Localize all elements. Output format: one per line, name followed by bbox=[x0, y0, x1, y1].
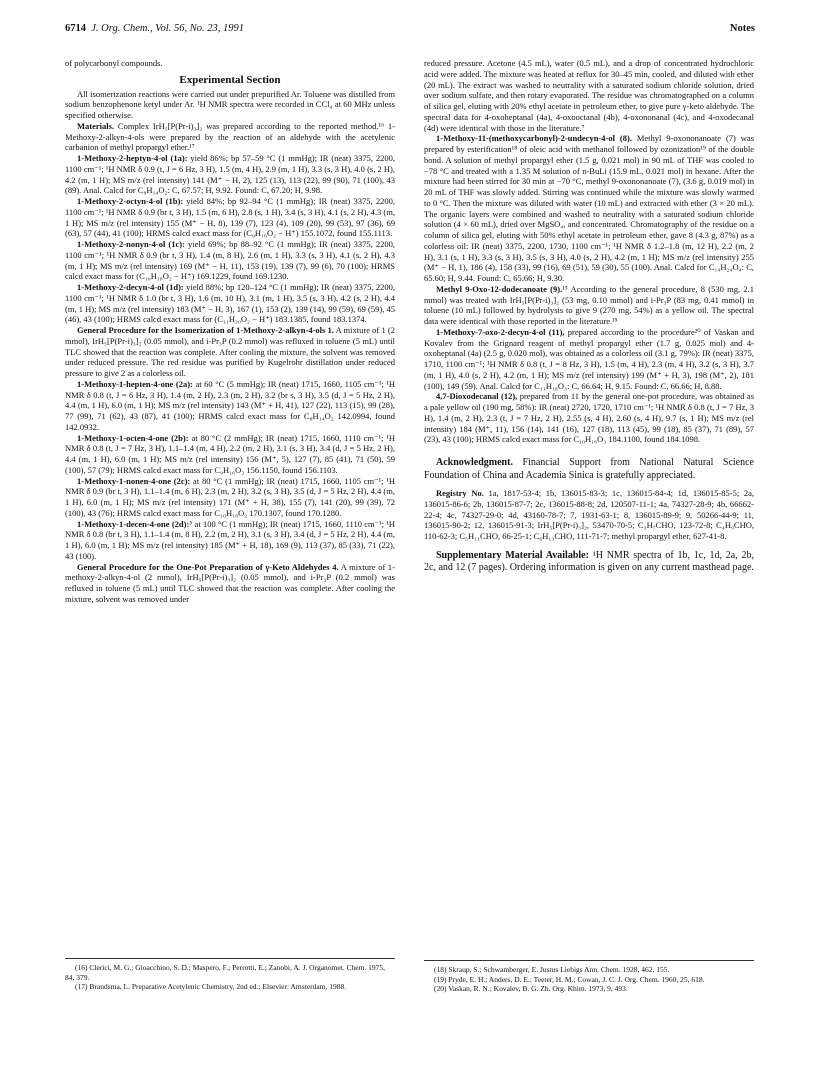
compound-8-paragraph bbox=[424, 133, 754, 284]
compound-1b-text: yield 84%; bp 92–94 °C (1 mmHg); IR (neat) 3375, 2200, 1100 cm⁻¹; ¹H NMR δ 0.9 (br t, 3 H), 1.5 (m, 6 H), 2.8 (s, 1 H), 3.4 (s, 3 H), 4.1 (s, 2 H), 4.3 (m, 1 H); MS m/z (rel intensity) 155 (M⁺ − H, 8), 139 (7), 123 (4), 109 (20), 99 (53), 97 (36), 69 (63), 57 (44), 41 (100); HRMS calcd exact mass for (C₉H₁₆O₂ − H⁺) 155.1072, found 155.1113. bbox=[65, 196, 395, 239]
compound-12-heading: 4,7-Dioxodecanal (12), bbox=[436, 391, 518, 402]
footnote-17: (17) Brandsma, L. Preparative Acetylenic Chemistry, 2nd ed.; Elsevier: Amsterdam, 1988. bbox=[75, 982, 347, 991]
compound-2c-text: at 80 °C (1 mmHg); IR (neat) 1715, 1660, 1105 cm⁻¹; ¹H NMR δ 0.9 (br t, 3 H), 1.1–1.4 (m, 6 H), 2.3 (m, 2 H), 3.2 (s, 3 H), 3.5 (d, J = 5 Hz, 2 H), 4.4 (m, 1 H), 6.0 (m, 1 H); MS m/z (rel intensity) 171 (M⁺ + H, 38), 155 (7), 141 (20), 99 (39), 72 (100), 43 (76); HRMS calcd exact mass for C₁₀H₁₈O₂ 170.1307, found 170.1280. bbox=[65, 475, 395, 518]
running-head bbox=[65, 23, 244, 34]
compound-1c-text: yield 69%; bp 88–92 °C (1 mmHg); IR (neat) 3375, 2200, 1100 cm⁻¹; ¹H NMR δ 0.9 (br t, 3 H), 1.4 (m, 8 H), 2.6 (m, 1 H), 3.3 (s, 3 H), 4.1 (s, 2 H), 4.3 (m, 1 H); MS m/z (rel intensity) 169 (M⁺ − H, 11), 153 (19), 139 (7), 99 (6), 70 (100); HRMS calcd exact mass for (C₁₀H₁₈O₂ − H⁺) 169.1229, found 169.1230. bbox=[65, 239, 395, 282]
compound-8-heading: 1-Methoxy-11-(methoxycarbonyl)-2-undecyn-4-ol (8). bbox=[436, 133, 632, 144]
materials-text: Complex IrH₅[P(Pr-i)₃]₂ was prepared according to the reported method.¹⁶ 1-Methoxy-2-alkyn-4-ols were prepared by the reaction of an aldehyde with the acetylenic carbanion of methyl propargyl ether.¹⁷ bbox=[65, 120, 395, 153]
one-pot-procedure-text: A mixture of 1-methoxy-2-alkyn-4-ol (2 mmol), IrH₅[P(Pr-i)₃]₂ (0.05 mmol), and i-Pr₃P (0.2 mmol) was refluxed in toluene (5 mL) until TLC showed that the reaction was complete. After cooling the mixture, solvent was removed under bbox=[65, 561, 396, 604]
compound-1a-text: yield 86%; bp 57–59 °C (1 mmHg); IR (neat) 3375, 2200, 1100 cm⁻¹; ¹H NMR δ 0.9 (t, J = 6 Hz, 3 H), 1.5 (m, 4 H), 2.9 (m, 1 H), 3.3 (s, 3 H), 4.0 (s, 2 H), 4.2 (m, 1 H); MS m/z (rel intensity) 141 (M⁺ − H, 2), 125 (13), 113 (22), 99 (90), 71 (100), 43 (89). Anal. Calcd for C₈H₁₄O₂: C, 67.57; H, 9.92. Found: C, 67.20; H, 9.98. bbox=[65, 153, 395, 196]
isomerization-procedure-heading: General Procedure for the Isomerization of 1-Methoxy-2-alkyn-4-ols 1. bbox=[77, 325, 334, 335]
continued-paragraph: reduced pressure. Acetone (4.5 mL), water (0.5 mL), and a drop of concentrated hydrochloric acid were added. The mixture was heated at reflux for 30–45 min, cooled, and diluted with ether (20 mL). The extract was washed to neutrality with a saturated sodium chloride solution, dried over sodium sulfate, and then rotary evaporated. The residue was chromatographed on a column of silica gel, eluting with 20% ethyl acetate in petroleum ether, to give pure γ-keto aldehyde. The spectral data for 4-oxoheptanal (4a), 4-oxooctanal (4b), 4-oxononanal (4c), and 4-oxodecanal (4d) were identical with those in the literature.⁷ bbox=[424, 58, 754, 133]
compound-1b-paragraph bbox=[65, 196, 395, 239]
compound-1c-paragraph bbox=[65, 239, 395, 282]
compound-2a-heading: 1-Methoxy-1-hepten-4-one (2a): bbox=[77, 378, 193, 389]
compound-12-paragraph bbox=[424, 391, 754, 445]
right-column bbox=[424, 58, 754, 575]
compound-2c-heading: 1-Methoxy-1-nonen-4-one (2c): bbox=[77, 475, 191, 486]
compound-2c-paragraph bbox=[65, 476, 395, 519]
compound-2a-text: at 60 °C (5 mmHg); IR (neat) 1715, 1660, 1105 cm⁻¹; ¹H NMR δ 0.8 (t, J = 6 Hz, 3 H), 1.4 (m, 2 H), 2.3 (m, 2 H), 3.2 (br s, 3 H), 3.5 (d, J = 5 Hz, 2 H), 4.4 (m, 1 H), 6.0 (m, 1 H); MS m/z (rel intensity) 143 (M⁺ + H, 41), 127 (22), 113 (15), 99 (28), 77 (99), 71 (62), 43 (87), 41 (100); HRMS calcd exact mass for C₈H₁₄O₂ 142.0994, found 142.0932. bbox=[65, 378, 395, 432]
compound-2d-paragraph bbox=[65, 519, 395, 562]
footnote-20: (20) Vaskan, R. N.; Kovalev, B. G. Zh. Org. Khim. 1973, 9, 493. bbox=[434, 984, 628, 993]
compound-9-heading: Methyl 9-Oxo-12-dodecanoate (9). bbox=[436, 283, 563, 294]
materials-heading: Materials. bbox=[77, 120, 115, 131]
registry-heading: Registry No. bbox=[436, 488, 484, 498]
compound-9-paragraph bbox=[424, 284, 754, 327]
compound-1d-paragraph bbox=[65, 282, 395, 325]
supplementary-paragraph bbox=[424, 550, 754, 575]
compound-1a-heading: 1-Methoxy-2-heptyn-4-ol (1a): bbox=[77, 153, 188, 163]
acknowledgment-paragraph bbox=[424, 457, 754, 482]
supplementary-heading: Supplementary Material Available: bbox=[436, 549, 589, 561]
journal-citation: J. Org. Chem., Vol. 56, No. 23, 1991 bbox=[91, 23, 244, 34]
compound-11-paragraph bbox=[424, 327, 754, 392]
footnote-18: (18) Skraup, S.; Schwamberger, E. Justus Liebigs Ann. Chem. 1928, 462, 155. bbox=[434, 965, 670, 974]
compound-1c-heading: 1-Methoxy-2-nonyn-4-ol (1c): bbox=[77, 239, 185, 249]
compound-9-text: ¹⁵ According to the general procedure, 8 (530 mg, 2.1 mmol) was treated with IrH₅[P(Pr-i)₃]₂ (53 mg, 0.10 mmol) and i-Pr₃P (83 mg, 0.41 mmol) in toluene (10 mL) followed by hydrolysis to give 9 (270 mg, 54%) as a yellow oil. The spectral data were identical with those reported in the literature.¹⁵ bbox=[424, 283, 754, 326]
footnote-rule bbox=[424, 960, 754, 961]
compound-2b-heading: 1-Methoxy-1-octen-4-one (2b): bbox=[77, 432, 189, 443]
compound-1a-paragraph bbox=[65, 153, 395, 196]
general-paragraph: All isomerization reactions were carried out under prepurified Ar. Toluene was distilled from sodium benzophenone ketyl under Ar. ¹H NMR spectra were recorded in CCl₄ at 60 MHz unless specified otherwise. bbox=[65, 88, 395, 120]
page-header bbox=[65, 23, 755, 39]
section-label: Notes bbox=[729, 23, 755, 34]
section-title: Experimental Section bbox=[179, 73, 281, 86]
registry-text: 1a, 1817-53-4; 1b, 136015-83-3; 1c, 136015-84-4; 1d, 136015-85-5; 2a, 136015-86-6; 2b, 136015-87-7; 2c, 136015-88-8; 2d, 120507-11-1; 4a, 74327-28-9; 4b, 66662-22-4; 4c, 74327-29-0; 4d, 43160-78-7; 7, 1931-63-1; 8, 136015-89-9; 9, 50266-44-9; 11, 136015-90-2; 12, 136015-91-3; IrH₅[P(Pr-i)₃]₂, 53470-70-5; C₃H₇CHO, 123-72-8; C₄H₉CHO, 110-62-3; C₅H₁₁CHO, 66-25-1; C₆H₁₃CHO, 111-71-7; methyl propargyl ether, 627-41-8. bbox=[424, 488, 754, 541]
footnotes-right bbox=[424, 960, 754, 994]
footnote-16: (16) Clerici, M. G.; Gioacchino, S. D.; Maspero, F.; Perrotti, E.; Zanobi, A. J. Organomet. Chem. 1975, 84, 379. bbox=[65, 963, 386, 982]
materials-paragraph bbox=[65, 121, 395, 153]
one-pot-procedure-paragraph bbox=[65, 562, 395, 605]
compound-1d-text: yield 88%; bp 120–124 °C (1 mmHg); IR (neat) 3375, 2200, 1100 cm⁻¹; ¹H NMR δ 1.0 (br t, 3 H), 1.6 (m, 10 H), 3.1 (m, 1 H), 3.5 (s, 3 H), 4.2 (s, 2 H), 4.4 (m, 1 H); MS m/z (rel intensity) 183 (M⁺ − H, 3), 167 (1), 153 (2), 139 (14), 99 (59), 69 (59), 45 (46), 43 (100); HRMS calcd exact mass for (C₁₁H₂₀O₂ − H⁺) 183.1385, found 183.1374. bbox=[65, 282, 395, 325]
compound-2d-heading: 1-Methoxy-1-decen-4-one (2d): bbox=[77, 518, 190, 529]
compound-1b-heading: 1-Methoxy-2-octyn-4-ol (1b): bbox=[77, 196, 184, 206]
intro-text: of polycarbonyl compounds. bbox=[65, 58, 163, 68]
compound-12-text: prepared from 11 by the general one-pot procedure, was obtained as a pale yellow oil (190 mg, 58%): IR (neat) 2720, 1720, 1710 cm⁻¹; ¹H NMR δ 0.8 (t, J = 7 Hz, 3 H), 1.4 (m, 2 H), 2.3 (t, J = 7 Hz, 2 H), 2.55 (s, 4 H), 2.60 (s, 4 H), 9.7 (s, 1 H); MS m/z (rel intensity) 184 (M⁺, 11), 156 (14), 141 (16), 127 (18), 113 (45), 99 (18), 85 (37), 71 (89), 57 (23), 43 (100); HRMS calcd exact mass for C₁₀H₁₆O₃ 184.1100, found 184.1098. bbox=[424, 391, 755, 445]
acknowledgment-text: Financial Support from National Natural Science Foundation of China and Academia Sinica is gratefully appreciated. bbox=[424, 457, 754, 481]
isomerization-procedure-paragraph bbox=[65, 325, 395, 379]
compound-2a-paragraph bbox=[65, 379, 395, 433]
footnotes-left bbox=[65, 958, 395, 992]
supplementary-text: ¹H NMR spectra of 1b, 1c, 1d, 2a, 2b, 2c, and 12 (7 pages). Ordering information is given on any current masthead page. bbox=[424, 549, 754, 574]
page-number: 6714 bbox=[65, 23, 86, 34]
registry-paragraph bbox=[424, 488, 754, 542]
one-pot-procedure-heading: General Procedure for the One-Pot Preparation of γ-Keto Aldehydes 4. bbox=[77, 561, 339, 572]
acknowledgment-heading: Acknowledgment. bbox=[436, 457, 513, 468]
compound-8-text: Methyl 9-oxononanoate (7) was prepared by esterification¹⁸ of oleic acid with methanol followed by ozonization¹⁹ of the double bond. A solution of methyl propargyl ether (1.5 g, 0.021 mol) in 90 mL of THF was cooled to −78 °C and treated with a 1.35 M solution of n-BuLi (15.9 mL, 0.021 mol) in hexane. After the mixture had been stirred for 30 min at −70 °C, methyl 9-oxononanoate (7), (3.6 g, 0.019 mol) in 20 mL of THF was slowly added. Stirring was continued while the mixture was slowly warmed to 0 °C. Then the mixture was diluted with water (10 mL) and extracted with ether (3 × 20 mL). The organic layers were combined and washed to neutrality with a saturated sodium chloride solution (4 × 60 mL), dried over MgSO₄, and concentrated. Chromatography of the residue on a column of silica gel, eluting with 50% ethyl acetate in petroleum ether, gave 8 (4.3 g, 87%) as a colorless oil: IR (neat) 3375, 2200, 1730, 1100 cm⁻¹; ¹H NMR δ 1.2–1.8 (m, 12 H), 2.2 (m, 2 H), 3.1 (s, 1 H), 3.3 (s, 3 H), 3.5 (s, 3 H), 4.0 (s, 2 H), 4.2 (m, 1 H); MS m/z (rel intensity) 255 (M⁺ − H, 1), 186 (4), 158 (33), 99 (16), 69 (51), 59 (30), 55 (100). Anal. Calcd for C₁₄H₂₄O₄: C, 65.60; H, 9.44. Found: C, 65.66; H, 9.30. bbox=[424, 133, 755, 283]
compound-2d-text: ⁵ at 100 °C (1 mmHg); IR (neat) 1715, 1660, 1110 cm⁻¹; ¹H NMR δ 0.8 (br t, 3 H), 1.1–1.4 (m, 8 H), 2.2 (m, 2 H), 3.1 (s, 3 H), 3.4 (d, J = 5 Hz, 2 H), 4.4 (m, 1 H), 6.0 (m, 1 H); MS m/z (rel intensity) 185 (M⁺ + H, 18), 169 (9), 113 (37), 85 (33), 71 (22), 43 (100). bbox=[65, 518, 395, 561]
footnote-19: (19) Pryde, E. H.; Anders, D. E.; Teeter, H. M.; Cowan, J. C. J. Org. Chem. 1960, 25, 618. bbox=[434, 974, 705, 984]
isomerization-procedure-text: A mixture of 1 (2 mmol), IrH₅[P(Pr-i)₃]₂ (0.05 mmol), and i-Pr₃P (0.2 mmol) was refluxed in toluene (5 mL) until TLC showed that the reaction was complete. After cooling the mixture, the solvent was removed under reduced pressure. The red residue was purified by Kugelrohr distillation under reduced pressure to give 2 as a colorless oil. bbox=[65, 325, 395, 378]
compound-2b-paragraph bbox=[65, 433, 395, 476]
left-column bbox=[65, 58, 395, 605]
footnote-rule bbox=[65, 958, 395, 959]
compound-2b-text: at 80 °C (2 mmHg); IR (neat) 1715, 1660, 1110 cm⁻¹; ¹H NMR δ 0.8 (t, J = 7 Hz, 3 H), 1.1–1.4 (m, 4 H), 2.2 (m, 2 H), 3.1 (s, 3 H), 3.4 (d, J = 5 Hz, 2 H), 4.4 (m, 1 H), 6.0 (m, 1 H); MS m/z (rel intensity) 156 (M⁺, 5), 127 (7), 85 (41), 71 (50), 59 (100), 57 (79); HRMS calcd exact mass for C₉H₁₆O₂ 156.1150, found 156.1103. bbox=[65, 432, 395, 475]
compound-11-heading: 1-Methoxy-7-oxo-2-decyn-4-ol (11), bbox=[436, 326, 565, 337]
compound-1d-heading: 1-Methoxy-2-decyn-4-ol (1d): bbox=[77, 282, 184, 292]
compound-11-text: prepared according to the procedure²⁰ of Vaskan and Kovalev from the Grignard reagent of methyl propargyl ether (1.7 g, 0.025 mol) and 4-oxoheptanal (4a) (2.5 g, 0.020 mol), was obtained as a colorless oil (3.1 g, 79%): IR (neat) 3375, 1710, 1100 cm⁻¹; ¹H NMR δ 0.8 (t, J = 8 Hz, 3 H), 1.5 (m, 4 H), 2.3 (m, 4 H), 3.2 (s, 3 H), 3.7 (m, 1 H), 4.0 (s, 2 H), 4.2 (m, 1 H); MS m/z (rel intensity) 199 (M⁺ + H, 3), 198 (M⁺, 2), 181 (100), 149 (59). Anal. Calcd for C₁₁H₁₈O₃: C, 66.64; H, 9.15. Found: C, 66.66; H, 8.88. bbox=[424, 326, 754, 391]
